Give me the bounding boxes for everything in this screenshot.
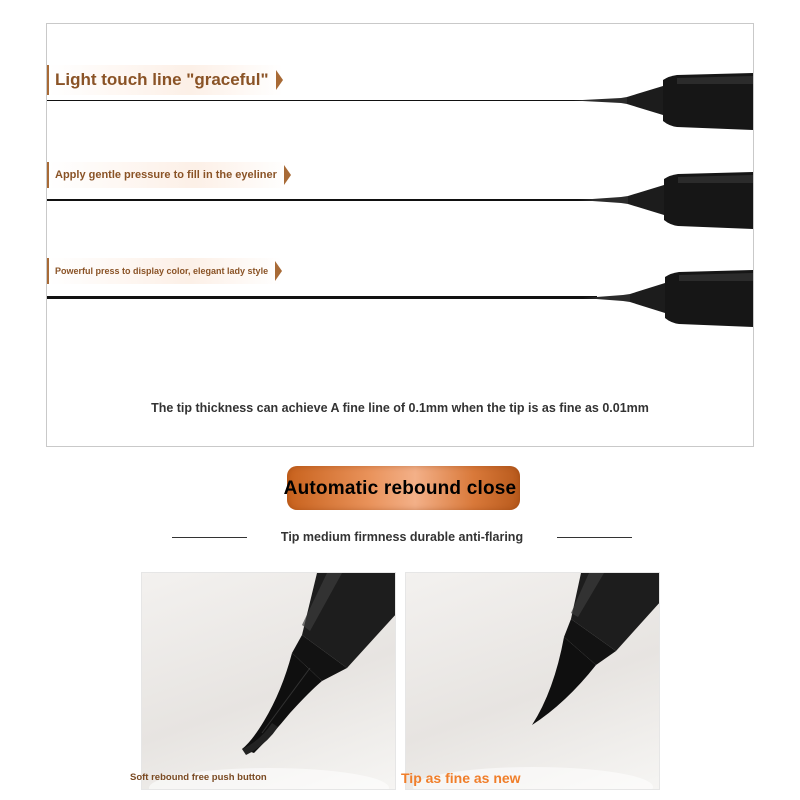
- photo-caption-fine-tip: Tip as fine as new: [401, 770, 521, 786]
- tip-thickness-caption: The tip thickness can achieve A fine line of 0.1mm when the tip is as fine as 0.01mm: [151, 401, 649, 415]
- stroke-label-gentle: Apply gentle pressure to fill in the eyeliner: [47, 162, 291, 188]
- subtitle-rule-right: [557, 537, 632, 538]
- subtitle-rule-left: [172, 537, 247, 538]
- photo-soft-rebound: [141, 572, 396, 790]
- pen-illustration-2: [578, 169, 753, 231]
- stroke-label-light: Light touch line "graceful": [47, 65, 283, 95]
- pen-illustration-3: [583, 267, 753, 329]
- stroke-label-powerful: Powerful press to display color, elegant lady style: [47, 258, 282, 284]
- photo-fine-tip: [405, 572, 660, 790]
- splayed-brush-tip-illustration: [142, 573, 396, 790]
- banner-title: Automatic rebound close: [283, 478, 517, 499]
- stroke-line-powerful: [47, 296, 597, 299]
- stroke-demo-panel: [46, 23, 754, 447]
- stroke-line-gentle: [47, 199, 592, 201]
- pen-illustration-1: [573, 70, 753, 132]
- subtitle-row: [172, 528, 632, 546]
- fine-brush-tip-illustration: [406, 573, 660, 790]
- banner-subtitle: Tip medium firmness durable anti-flaring: [280, 530, 524, 544]
- stroke-line-light: [47, 100, 587, 101]
- photo-caption-soft-rebound: Soft rebound free push button: [130, 772, 267, 783]
